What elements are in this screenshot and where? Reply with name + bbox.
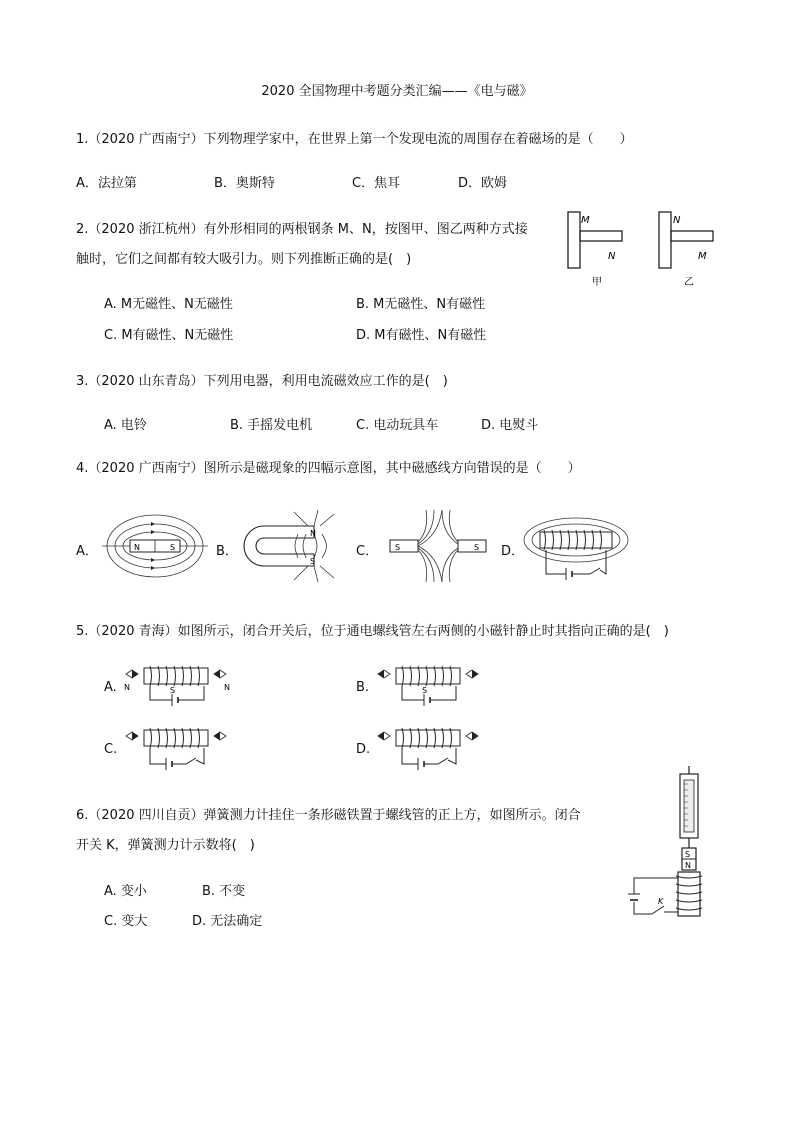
u-magnet: [244, 526, 314, 566]
figure-yi: [659, 212, 713, 288]
horizontal-bar-n: [580, 231, 622, 241]
label-n-2: N: [673, 215, 681, 226]
q4-option-d[interactable]: D．: [501, 544, 525, 559]
vertical-bar-m: [568, 212, 580, 268]
q6-option-c[interactable]: C. 变大: [104, 914, 148, 929]
question-6-line1: 6.（2020 四川自贡）弹簧测力计挂住一条形磁铁置于螺线管的正上方，如图所示。闭合: [76, 808, 581, 823]
pole-s: S: [170, 543, 176, 552]
q3-option-b[interactable]: B. 手摇发电机: [230, 418, 313, 433]
q5-option-b[interactable]: B.: [356, 680, 370, 695]
question-2-line1: 2.（2020 浙江杭州）有外形相同的两根钢条 M、N，按图甲、图乙两种方式接: [76, 222, 528, 237]
switch-label-k: K: [658, 897, 664, 906]
q3-option-d[interactable]: D. 电熨斗: [481, 418, 539, 433]
steel-bars-figure: [560, 208, 730, 293]
q4-figure-d: [520, 506, 630, 586]
right-bar-magnet: [458, 540, 486, 552]
question-5-text: 5.（2020 青海）如图所示，闭合开关后，位于通电螺线管左右两侧的小磁针静止时其指向正确的是( ): [76, 624, 669, 639]
q6-figure: [620, 766, 720, 926]
vertical-bar-n: [659, 212, 671, 268]
q5-option-d[interactable]: D.: [356, 742, 371, 757]
switch-lever: [590, 568, 600, 574]
q4-figure-c: [382, 508, 492, 584]
question-1-text: 1.（2020 广西南宁）下列物理学家中，在世界上第一个发现电流的周围存在着磁场的是（ ）: [76, 132, 633, 147]
q2-option-d[interactable]: D. M有磁性、N有磁性: [356, 328, 487, 343]
pole-s-right: S: [474, 543, 480, 552]
page-title: 2020 全国物理中考题分类汇编——《电与磁》: [261, 84, 533, 99]
question-4-text: 4.（2020 广西南宁）图所示是磁现象的四幅示意图，其中磁感线方向错误的是（ ）: [76, 461, 581, 476]
pole-s-b: S: [310, 557, 316, 566]
q5-option-a[interactable]: A.: [104, 680, 117, 695]
pole-n: N: [134, 543, 140, 552]
switch-s-b: S: [422, 686, 428, 695]
q4-option-b[interactable]: B．: [216, 544, 238, 559]
horizontal-bar-m: [671, 231, 713, 241]
switch-k: [652, 906, 664, 914]
pole-s-left: S: [395, 543, 401, 552]
pole-n-b: N: [310, 529, 316, 538]
q6-option-a[interactable]: A. 变小: [104, 884, 147, 899]
q3-option-a[interactable]: A. 电铃: [104, 418, 147, 433]
q5-figure-c: [120, 722, 240, 772]
q5-figure-b: [372, 660, 492, 710]
q1-option-d[interactable]: D．欧姆: [458, 176, 508, 191]
question-2-line2: 触时，它们之间都有较大吸引力。则下列推断正确的是( ): [76, 252, 412, 267]
magnet-s: S: [685, 850, 691, 859]
q3-option-c[interactable]: C. 电动玩具车: [356, 418, 439, 433]
q4-option-c[interactable]: C．: [356, 544, 379, 559]
figure-jia: [568, 212, 622, 288]
q4-figure-b: [236, 508, 346, 584]
q4-figure-a: [100, 508, 210, 584]
q6-option-b[interactable]: B. 不变: [202, 884, 246, 899]
caption-yi: 乙: [684, 277, 694, 288]
q2-option-b[interactable]: B. M无磁性、N有磁性: [356, 297, 486, 312]
q1-option-a[interactable]: A．法拉第: [76, 176, 137, 191]
q5-option-c[interactable]: C.: [104, 742, 118, 757]
q2-option-a[interactable]: A. M无磁性、N无磁性: [104, 297, 233, 312]
label-n: N: [608, 251, 616, 262]
q5-figure-a: [120, 660, 240, 710]
label-m: M: [581, 215, 590, 226]
q6-option-d[interactable]: D. 无法确定: [192, 914, 263, 929]
q2-option-c[interactable]: C. M有磁性、N无磁性: [104, 328, 234, 343]
q1-option-c[interactable]: C．焦耳: [352, 176, 401, 191]
q5-figure-d: [372, 722, 492, 772]
q4-option-a[interactable]: A．: [76, 544, 98, 559]
question-3-text: 3.（2020 山东青岛）下列用电器，利用电流磁效应工作的是( ): [76, 374, 448, 389]
magnet-n: N: [685, 861, 691, 870]
switch-s: S: [170, 686, 176, 695]
needle-n-right: N: [224, 683, 230, 692]
caption-jia: 甲: [592, 277, 602, 288]
label-m-2: M: [698, 251, 707, 262]
q1-option-b[interactable]: B．奥斯特: [214, 176, 275, 191]
question-6-line2: 开关 K，弹簧测力计示数将( ): [76, 838, 255, 853]
needle-n-left: N: [124, 683, 130, 692]
